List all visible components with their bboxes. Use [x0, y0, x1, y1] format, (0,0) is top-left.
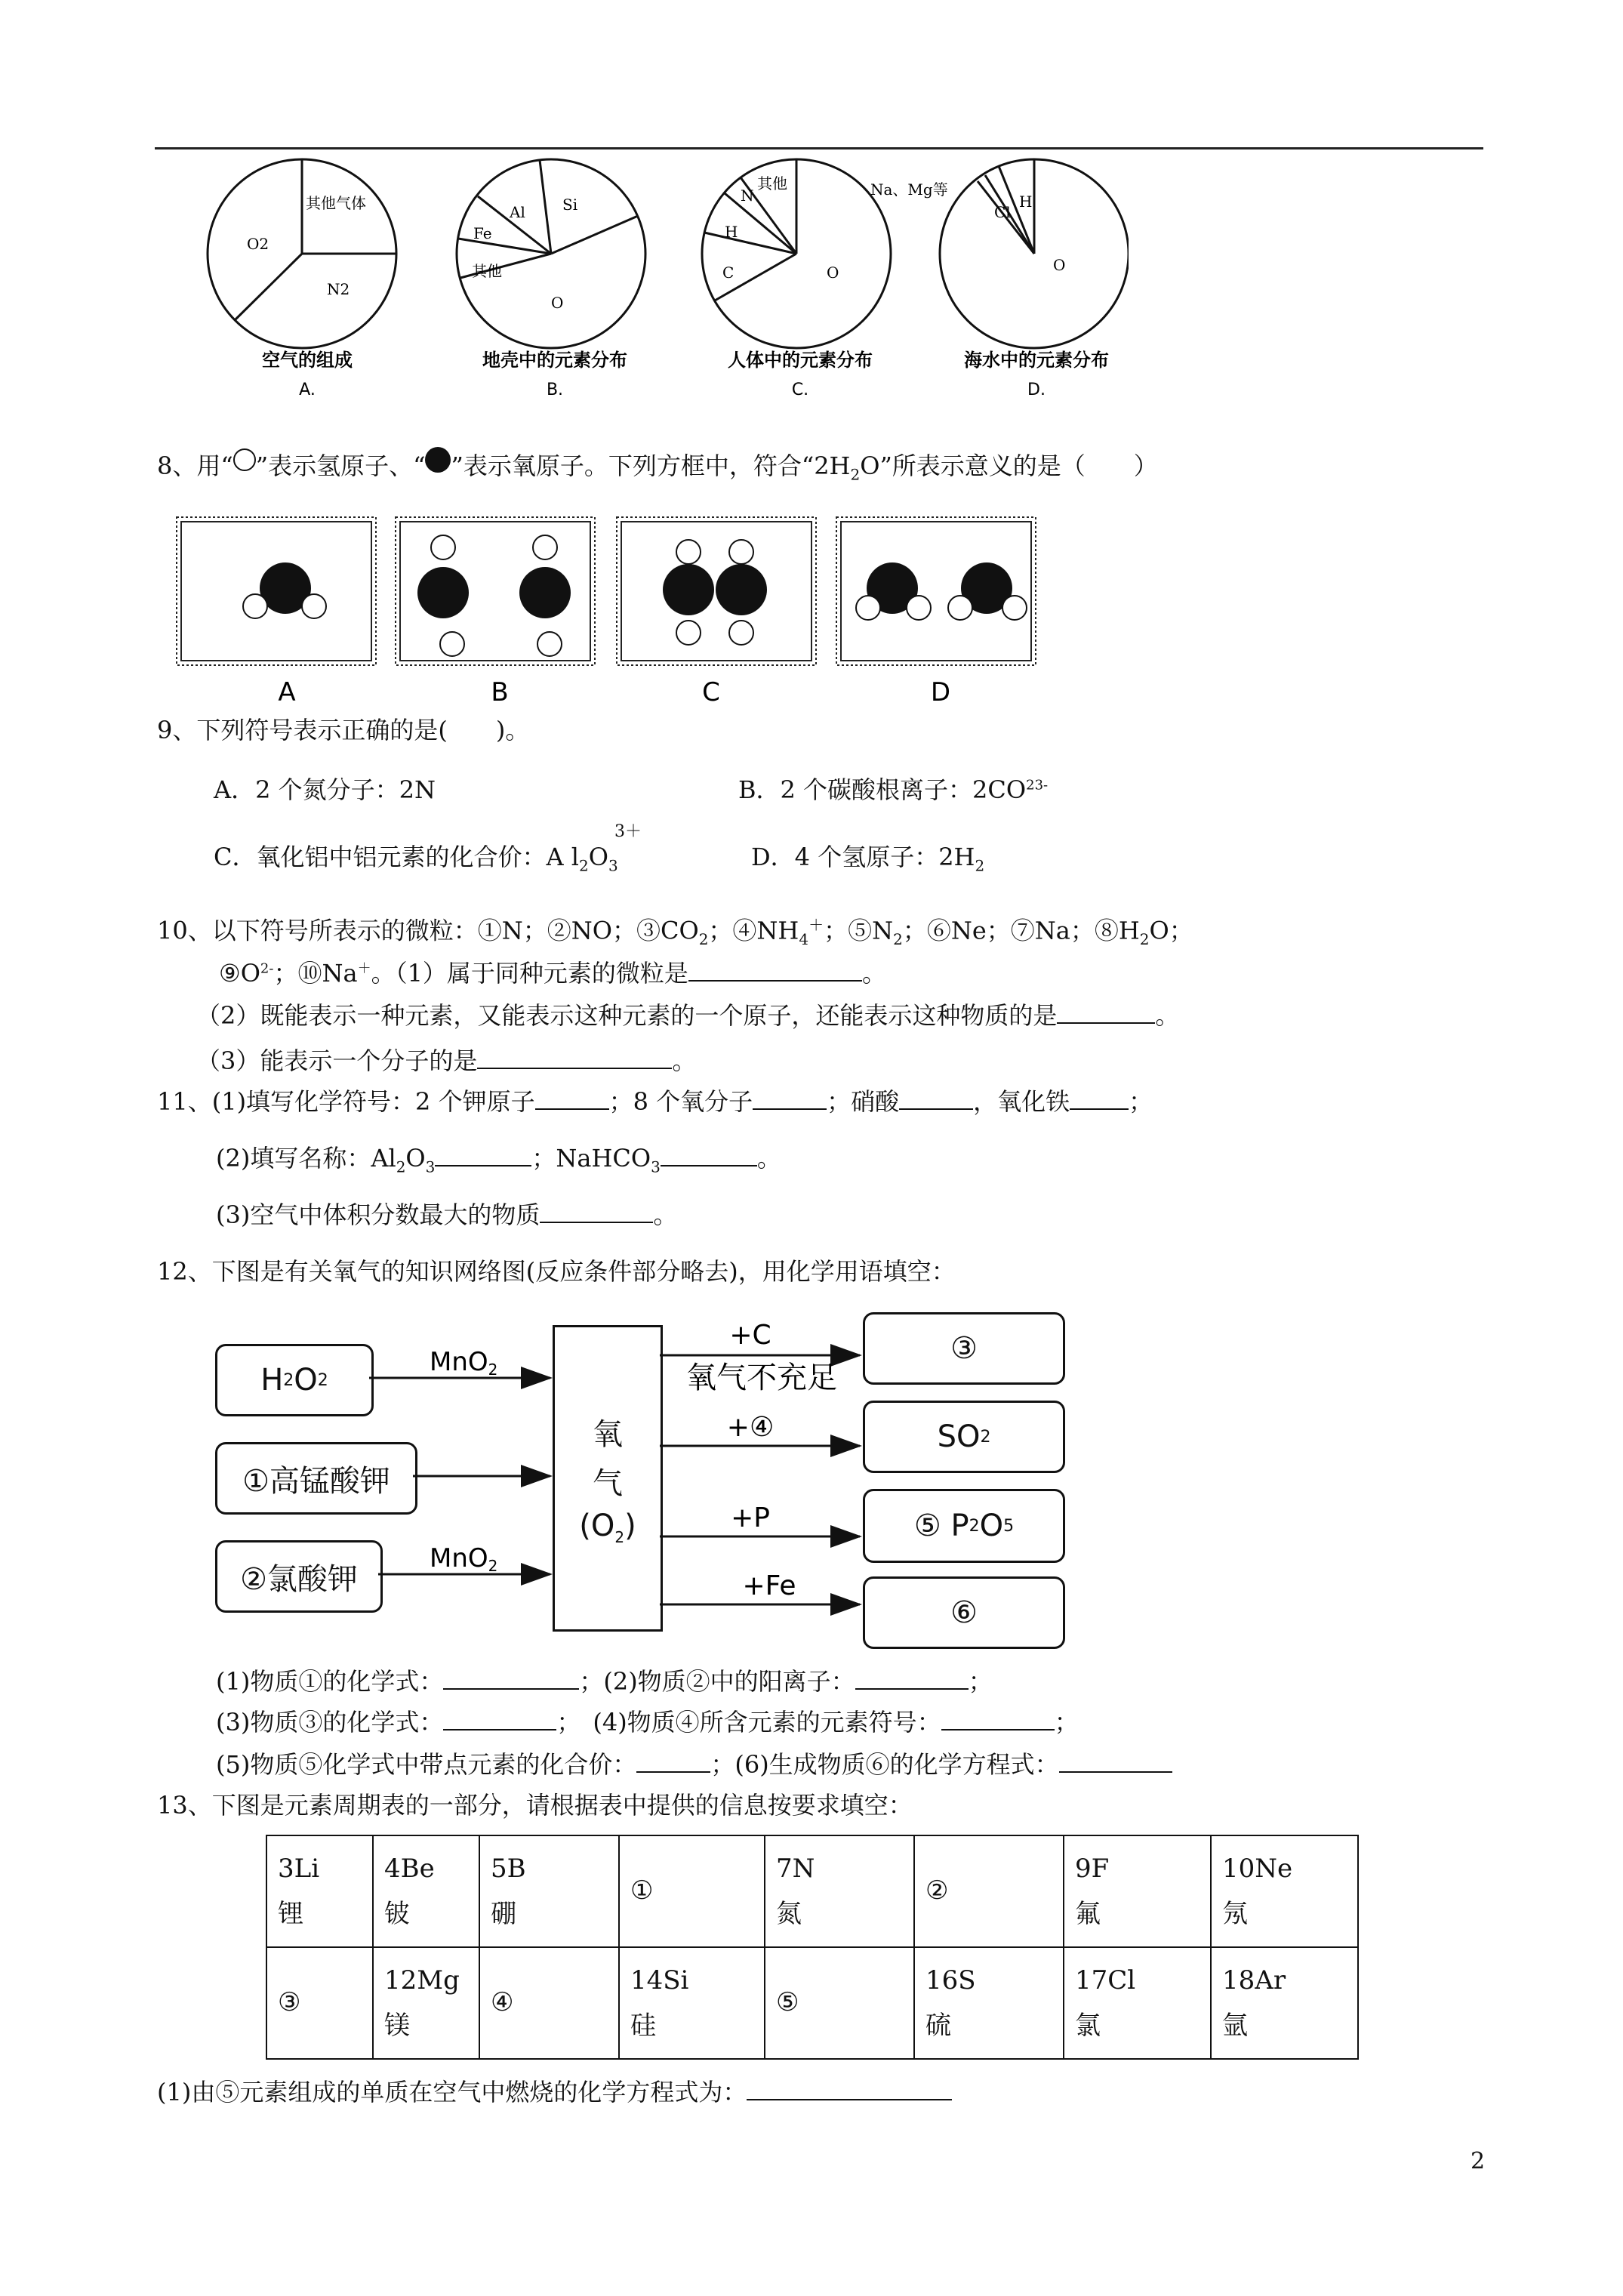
option-d-molecule: [856, 562, 1027, 620]
box-product-3: ③: [863, 1312, 1065, 1385]
q8-stem: [157, 447, 1158, 483]
option-d-label: D: [930, 677, 951, 707]
q8-text-d: O”所表示意义的是（ ）: [860, 451, 1158, 480]
q11-answer-nitric-acid[interactable]: [899, 1108, 973, 1110]
arrow-label-4: +④: [726, 1412, 775, 1443]
q11-answer-iron-oxide[interactable]: [1070, 1108, 1129, 1110]
pt-cell-blank-3: ③: [266, 1947, 373, 2059]
box-product-p2o5: ⑤ P 2 O 5: [863, 1489, 1065, 1563]
q10-l2-c: 。（1）属于同种元素的微粒是: [371, 959, 688, 988]
pie-b-label-al: Al: [510, 203, 525, 221]
q10-l2-a: ⑨O: [219, 959, 260, 988]
pie-a-letter: A.: [299, 381, 316, 399]
svg-text:MnO2: MnO2: [430, 1347, 498, 1379]
pie-b-letter: B.: [546, 381, 564, 399]
q10-l1-a: 10、以下符号所表示的微粒：①N；②NO；③CO: [157, 916, 699, 945]
reaction-arrows: [369, 1299, 882, 1646]
pie-d-label-cl: Cl: [994, 203, 1011, 221]
hydrogen-atom-icon: [233, 448, 256, 471]
q11-l3-a: (3)空气中体积分数最大的物质: [216, 1200, 540, 1229]
q11-answer-al2o3[interactable]: [435, 1165, 531, 1166]
pt-cell-blank-1: ①: [619, 1835, 765, 1947]
pie-d-label-h: H: [1019, 193, 1033, 211]
q11-l2-b: O: [405, 1144, 426, 1173]
pie-a-label-o2: O2: [247, 235, 269, 253]
header-rule: [155, 147, 1483, 149]
q12-answer-4[interactable]: [941, 1729, 1055, 1730]
pie-c-label-o: O: [827, 264, 839, 282]
box-product-so2: SO 2: [863, 1401, 1065, 1473]
q10-l4-end: 。: [672, 1046, 697, 1075]
center-text-3: $(O_2)$: [579, 1509, 636, 1546]
option-c-label: C: [702, 677, 720, 707]
pie-d-letter: D.: [1027, 381, 1046, 399]
q8-text-b: ”表示氢原子、“: [255, 451, 426, 480]
q9-stem: 9、下列符号表示正确的是( )。: [157, 716, 530, 744]
q11-l2-a: (2)填写名称：Al: [216, 1144, 396, 1173]
q10-l3-text: （2）既能表示一种元素，又能表示这种元素的一个原子，还能表示这种物质的是: [196, 1001, 1058, 1030]
pie-b-label-si: Si: [562, 196, 578, 214]
q10-answer-1[interactable]: [688, 980, 862, 982]
q12-l1-a: (1)物质①的化学式：: [216, 1667, 444, 1696]
pie-d-label-o: O: [1053, 256, 1066, 274]
periodic-row-1: [266, 1835, 1358, 1947]
q8-text-a: 8、用“: [157, 451, 233, 480]
q9-c-sub2: 3: [608, 856, 618, 875]
q10-answer-3[interactable]: [477, 1068, 672, 1069]
pie-b-label-o: O: [551, 294, 564, 312]
q10-line-1: [157, 916, 1193, 948]
pt-cell-be: 4Be 铍: [373, 1835, 479, 1947]
q10-l1-c: ；⑤N: [824, 916, 894, 945]
q13-answer-1[interactable]: [747, 2099, 952, 2100]
q10-l2-b: ；⑩Na: [273, 959, 358, 988]
periodic-row-2: [266, 1947, 1358, 2059]
q12-l2-b: ； (4)物质④所含元素的元素符号：: [556, 1708, 941, 1737]
q12-l2-a: (3)物质③的化学式：: [216, 1708, 444, 1737]
q11-answer-oxygen[interactable]: [753, 1108, 827, 1110]
pt-cell-b: 5B 硼: [479, 1835, 619, 1947]
q11-l1-e: ；: [1129, 1087, 1153, 1116]
svg-text:MnO2: MnO2: [430, 1543, 498, 1575]
q11-l2-d: 。: [756, 1144, 781, 1173]
q11-l2-s2: 3: [425, 1157, 436, 1176]
pie-c-label-h: H: [725, 223, 738, 241]
pt-cell-blank-4: ④: [479, 1947, 619, 2059]
pt-cell-f: 9F 氟: [1064, 1835, 1211, 1947]
q10-l2-end: 。: [861, 959, 886, 988]
pt-cell-ne: 10Ne 氖: [1211, 1835, 1358, 1947]
q12-l1-c: ；: [968, 1667, 993, 1696]
q12-answer-2[interactable]: [855, 1688, 969, 1690]
q9-b-text: B．2 个碳酸根离子：2CO: [738, 775, 1027, 804]
pt-cell-li: 3Li 锂: [266, 1835, 373, 1947]
pie-c-label-n: N: [741, 186, 754, 205]
q10-l3-end: 。: [1155, 1001, 1180, 1030]
q12-answer-line-3: [216, 1750, 1172, 1779]
q10-l1-d: ；⑥Ne；⑦Na；⑧H: [902, 916, 1140, 945]
arrow-label-fe: +Fe: [742, 1570, 796, 1601]
q10-l1-sub3: 2: [893, 930, 903, 949]
q11-line-2: [216, 1144, 781, 1176]
q11-l1-c: ；硝酸: [827, 1087, 900, 1116]
q9-c-text: C．氧化铝中铝元素的化合价：A l: [214, 843, 580, 871]
q13-stem: 13、下图是元素周期表的一部分，请根据表中提供的信息按要求填空：: [157, 1791, 913, 1820]
pie-c-label-other: 其他: [757, 174, 787, 193]
box-product-6: ⑥: [863, 1576, 1065, 1649]
q12-l3-a: (5)物质⑤化学式中带点元素的化合价：: [216, 1750, 637, 1779]
q10-l4-text: （3）能表示一个分子的是: [196, 1046, 478, 1075]
q10-line-4: [196, 1046, 696, 1075]
arrow-label-c: +C: [729, 1320, 771, 1351]
q11-l3-b: 。: [653, 1200, 678, 1229]
q11-line-1: [157, 1087, 1153, 1116]
q9-option-a: A．2 个氮分子：2N: [214, 775, 436, 804]
q11-l1-a: 11、(1)填写化学符号：2 个钾原子: [157, 1087, 535, 1116]
q9-option-d: [751, 843, 984, 874]
molecule-options-figure: [175, 516, 1066, 712]
q9-c-sub1: 2: [579, 856, 589, 875]
pie-crust: [457, 159, 645, 399]
q13-subquestion-1: [157, 2078, 952, 2106]
pie-d-caption: 海水中的元素分布: [964, 350, 1109, 371]
arrow-label-p: +P: [731, 1502, 770, 1533]
q10-l2-sup2: ＋: [357, 960, 371, 977]
q11-answer-potassium[interactable]: [535, 1108, 609, 1110]
q10-l1-e: O；: [1149, 916, 1193, 945]
q11-l1-b: ；8 个氧分子: [608, 1087, 753, 1116]
q11-line-3: [216, 1200, 677, 1229]
pie-c-label-c: C: [722, 264, 735, 282]
page-number: 2: [1471, 2148, 1486, 2174]
pie-a-label-n2: N2: [327, 280, 350, 298]
oxygen-atom-icon: [425, 447, 451, 473]
option-c-molecule: [663, 540, 767, 645]
pie-b-label-fe: Fe: [473, 224, 492, 242]
pie-human-body: [702, 159, 891, 399]
q8-sub: 2: [850, 465, 861, 484]
q8-text-c: ”表示氧原子。下列方框中，符合“2H: [451, 451, 851, 480]
pt-cell-blank-2: ②: [914, 1835, 1064, 1947]
pt-cell-si: 14Si 硅: [619, 1947, 765, 2059]
pie-charts-figure: [200, 157, 1129, 406]
q9-b-sup: 23-: [1026, 777, 1049, 794]
q13-q1-text: (1)由⑤元素组成的单质在空气中燃烧的化学方程式为：: [157, 2078, 747, 2106]
q9-c-valence: 3＋: [614, 822, 642, 841]
q11-l1-d: ，氧化铁: [973, 1087, 1070, 1116]
pt-cell-s: 16S 硫: [914, 1947, 1064, 2059]
q9-option-b: [738, 775, 1048, 804]
pie-b-label-other: 其他: [472, 262, 502, 280]
pie-seawater: [870, 159, 1129, 399]
q12-l1-b: ；(2)物质②中的阳离子：: [579, 1667, 855, 1696]
option-a-molecule: [243, 562, 326, 618]
pie-c-caption: 人体中的元素分布: [728, 350, 873, 371]
q12-answer-1[interactable]: [443, 1688, 579, 1690]
q12-answer-6[interactable]: [1059, 1771, 1172, 1773]
box-potassium-chlorate: ②氯酸钾: [215, 1540, 383, 1613]
center-text-2: 气: [593, 1466, 623, 1501]
q9-d-sub: 2: [975, 856, 985, 875]
pie-c-letter: C.: [791, 381, 809, 399]
arrow-note-insufficient: 氧气不充足: [686, 1361, 837, 1395]
q10-l1-sub4: 2: [1139, 930, 1150, 949]
q12-stem: 12、下图是有关氧气的知识网络图(反应条件部分略去)，用化学用语填空：: [157, 1257, 956, 1286]
option-b-molecule: [417, 535, 571, 656]
center-text-1: 氧: [593, 1417, 623, 1452]
pt-cell-ar: 18Ar 氩: [1211, 1947, 1358, 2059]
q12-answer-line-2: [216, 1708, 1079, 1737]
q11-l2-s3: 3: [651, 1157, 661, 1176]
pt-cell-blank-5: ⑤: [765, 1947, 914, 2059]
option-a-label: A: [278, 677, 296, 707]
q10-l2-sup1: 2-: [260, 960, 274, 977]
q10-l1-b: ；④NH: [708, 916, 799, 945]
box-potassium-permanganate: ①高锰酸钾: [215, 1442, 417, 1515]
q11-l2-s1: 2: [396, 1157, 406, 1176]
q10-answer-2[interactable]: [1057, 1022, 1155, 1024]
pt-cell-n: 7N 氮: [765, 1835, 914, 1947]
q12-answer-line-1: [216, 1667, 993, 1696]
q9-c-mid: O: [588, 843, 608, 871]
pie-a-caption: 空气的组成: [262, 350, 353, 371]
q10-line-2: [219, 959, 886, 988]
option-b-label: B: [491, 677, 509, 707]
pie-a-label-other: 其他气体: [306, 194, 366, 212]
q9-option-c: [214, 843, 618, 874]
pie-air: [208, 159, 396, 399]
pie-d-label-namg: Na、Mg等: [870, 180, 948, 199]
q12-answer-5[interactable]: [636, 1771, 710, 1773]
q12-answer-3[interactable]: [443, 1729, 556, 1730]
q11-l2-c: ；NaHCO: [531, 1144, 651, 1173]
q11-answer-air[interactable]: [540, 1222, 653, 1223]
pt-cell-mg: 12Mg 镁: [373, 1947, 479, 2059]
q10-line-3: [196, 1001, 1179, 1030]
pt-cell-cl: 17Cl 氯: [1064, 1947, 1211, 2059]
box-h2o2: H 2 O 2: [215, 1344, 374, 1416]
periodic-table: [266, 1835, 1359, 2060]
q10-l1-sub1: 2: [698, 930, 709, 949]
q12-l2-c: ；: [1054, 1708, 1079, 1737]
q9-d-text: D．4 个氢原子：2H: [751, 843, 975, 871]
q12-l3-b: ；(6)生成物质⑥的化学方程式：: [710, 1750, 1059, 1779]
q11-answer-nahco3[interactable]: [661, 1165, 757, 1166]
q10-l1-sup: ＋: [808, 916, 824, 934]
q10-l1-sub2: 4: [799, 930, 809, 949]
pie-b-caption: 地壳中的元素分布: [482, 350, 627, 371]
